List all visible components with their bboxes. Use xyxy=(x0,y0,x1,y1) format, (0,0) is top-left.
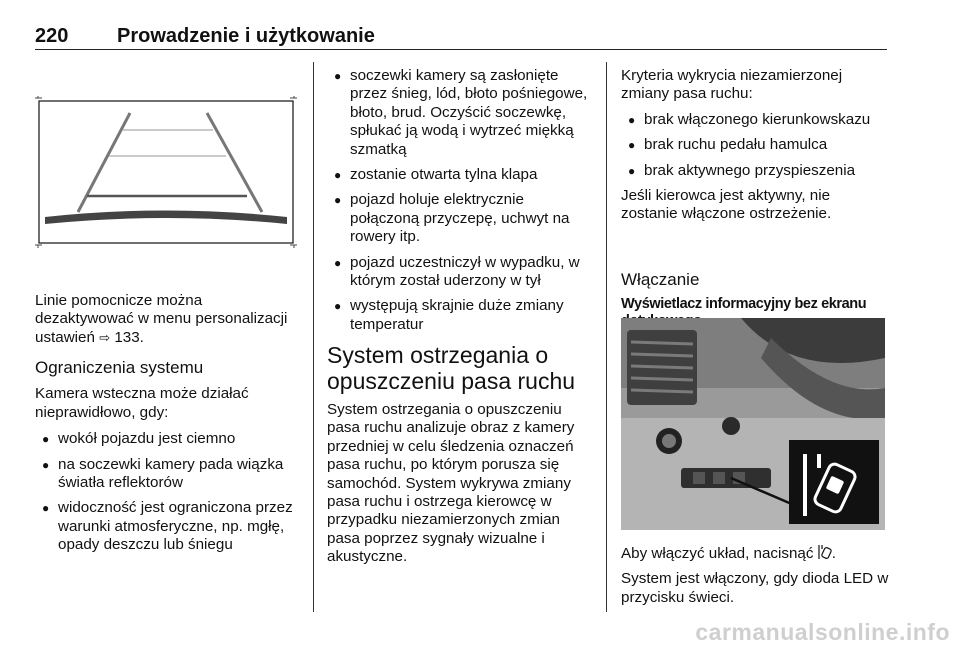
list-item: ● wokół pojazdu jest ciemno xyxy=(35,430,303,448)
list-item: ● zostanie otwarta tylna klapa xyxy=(327,166,593,184)
section-text: System ostrzegania o opuszczeniu pasa ruchu analizuje obraz z kamery przedniej w celu śledzenia oznaczeń pasa ruchu, po którym porusza się samochód. System wykrywa zmiany pasa ruchu i ostrzega kierowcę w przypadku niezamierzonych zmian pasa poprzez sygnały wizualne i akustyczne. xyxy=(327,401,575,566)
list-item: ● brak ruchu pedału hamulca xyxy=(621,136,889,154)
system-limits-section xyxy=(35,359,303,555)
list-item: ● widoczność jest ograniczona przez warunki atmosferyczne, np. mgłę, opady deszczu lub śniegu xyxy=(35,499,303,554)
camera-guidelines-figure xyxy=(35,96,297,248)
list-item: ● brak aktywnego przyspieszenia xyxy=(621,162,889,180)
dashboard-button-photo xyxy=(621,318,885,530)
column-divider xyxy=(313,62,314,612)
status-text: System jest włączony, gdy dioda LED w przycisku świeci. xyxy=(621,570,889,606)
lane-departure-section xyxy=(327,342,593,567)
limits-list-continued xyxy=(327,67,593,334)
column-divider xyxy=(606,62,607,612)
page-header xyxy=(35,9,887,50)
activate-instruction: Aby włączyć układ, nacisnąć xyxy=(621,545,814,562)
section-heading: Ograniczenia systemu xyxy=(35,358,204,377)
criteria-intro: Kryteria wykrycia niezamierzonej zmiany pasa ruchu: xyxy=(621,67,843,103)
guidelines-note xyxy=(35,292,303,347)
criteria-list xyxy=(621,111,889,180)
page-number: 220 xyxy=(35,25,69,47)
active-driver-note: Jeśli kierowca jest aktywny, nie zostanie włączone ostrzeżenie. xyxy=(621,187,832,223)
section-title: System ostrzegania o opuszczeniu pasa ruchu xyxy=(327,342,576,394)
list-item: ● pojazd uczestniczył w wypadku, w którym został uderzony w tył xyxy=(327,254,593,291)
list-item: ● brak włączonego kierunkowskazu xyxy=(621,111,889,129)
camera-guidelines-diagram xyxy=(35,96,297,248)
watermark: carmanualsonline.info xyxy=(695,618,950,645)
subheading: Wyświetlacz informacyjny bez ekranu xyxy=(621,296,867,313)
note-text: Linie pomocnicze można dezaktywować w menu personalizacji ustawień xyxy=(35,292,288,346)
criteria-section xyxy=(621,67,889,224)
section-heading: Włączanie xyxy=(621,270,700,289)
activation-text: Aby włączyć układ, nacisnąć . System jest włączony, gdy dioda LED w przycisku świeci. xyxy=(621,545,889,606)
list-item: ● pojazd holuje elektrycznie połączoną przyczepę, uchwyt na rowery itp. xyxy=(327,191,593,246)
list-item: ● soczewki kamery są zasłonięte przez śnieg, lód, błoto pośniegowe, błoto, brud. Oczyścić soczewkę, spłukać ją wodą i wytrzeć miękką szmatką xyxy=(327,67,593,159)
limits-list xyxy=(35,430,303,554)
page-ref-link[interactable]: 133. xyxy=(114,328,144,346)
lane-departure-icon xyxy=(818,544,832,560)
list-item: ● na soczewki kamery pada wiązka światła reflektorów xyxy=(35,456,303,493)
page-ref-icon: ⇨ xyxy=(99,329,111,345)
dashboard-photo-illustration xyxy=(621,318,885,530)
page-title: Prowadzenie i użytkowanie xyxy=(117,25,375,47)
list-item: ● występują skrajnie duże zmiany temperatur xyxy=(327,297,593,334)
intro-text: Kamera wsteczna może działać nieprawidłowo, gdy: xyxy=(35,385,249,421)
